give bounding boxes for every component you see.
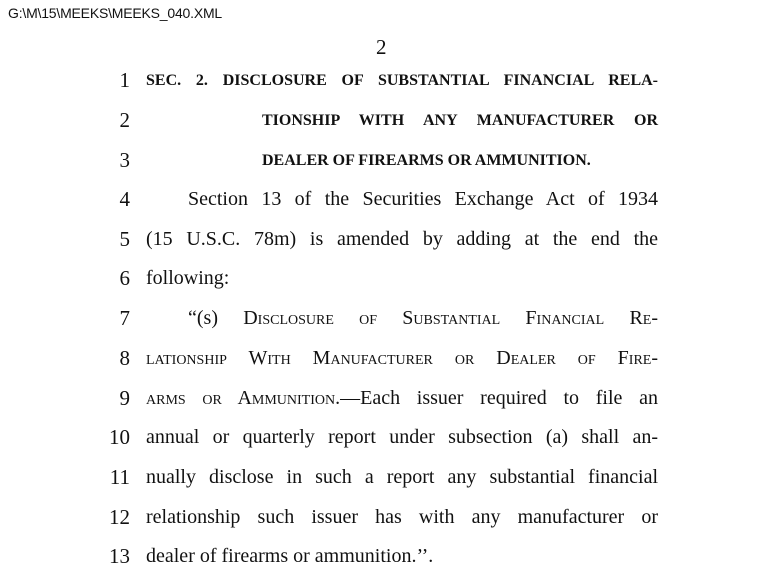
bill-line — [0, 266, 757, 296]
section-heading-line: DEALER OF FIREARMS OR AMMUNITION. — [262, 152, 591, 169]
bill-line — [0, 227, 757, 257]
body-text-line — [146, 387, 658, 410]
section-heading-line: SEC. 2. DISCLOSURE OF SUBSTANTIAL FINANCIAL RELA- — [146, 72, 658, 89]
line-number: 12 — [109, 505, 130, 529]
bill-line — [0, 465, 757, 495]
body-text-line: annual or quarterly report under subsection (a) shall an- — [146, 426, 658, 448]
body-text: —Each issuer required to file an — [340, 387, 658, 409]
body-text-line: dealer of firearms or ammunition.’’. — [146, 545, 434, 567]
subsection-title: Disclosure of Substantial Financial Re- — [243, 307, 658, 329]
bill-line — [0, 544, 757, 574]
page-number: 2 — [376, 35, 387, 59]
line-number: 3 — [119, 148, 130, 172]
subsection-heading-line — [188, 307, 658, 330]
line-number: 1 — [119, 68, 130, 92]
line-number: 10 — [109, 425, 130, 449]
bill-line — [0, 346, 757, 376]
bill-line — [0, 386, 757, 416]
file-path-header: G:\M\15\MEEKS\MEEKS_040.XML — [8, 5, 223, 21]
line-number: 2 — [119, 108, 130, 132]
bill-line — [0, 187, 757, 217]
line-number: 7 — [119, 306, 130, 330]
bill-line — [0, 505, 757, 535]
subsection-designator: “(s) — [188, 307, 218, 329]
bill-line — [0, 108, 757, 138]
line-number: 8 — [119, 346, 130, 370]
body-text-line: nually disclose in such a report any substantial financial — [146, 466, 658, 488]
body-text-line: (15 U.S.C. 78m) is amended by adding at the end the — [146, 228, 658, 250]
line-number: 11 — [109, 465, 130, 489]
line-number: 6 — [119, 266, 130, 290]
line-number: 4 — [119, 187, 130, 211]
bill-line — [0, 306, 757, 336]
subsection-title-line: lationship With Manufacturer or Dealer of Fire- — [146, 347, 658, 369]
bill-line — [0, 68, 757, 98]
body-text-line: Section 13 of the Securities Exchange Act of 1934 — [188, 188, 658, 210]
body-text-line: relationship such issuer has with any manufacturer or — [146, 506, 658, 528]
subsection-title-end: arms or Ammunition. — [146, 387, 341, 409]
section-heading-line: TIONSHIP WITH ANY MANUFACTURER OR — [262, 112, 658, 129]
line-number: 5 — [119, 227, 130, 251]
bill-line — [0, 148, 757, 178]
body-text-line: following: — [146, 267, 230, 289]
bill-line — [0, 425, 757, 455]
line-number: 13 — [109, 544, 130, 568]
line-number: 9 — [119, 386, 130, 410]
